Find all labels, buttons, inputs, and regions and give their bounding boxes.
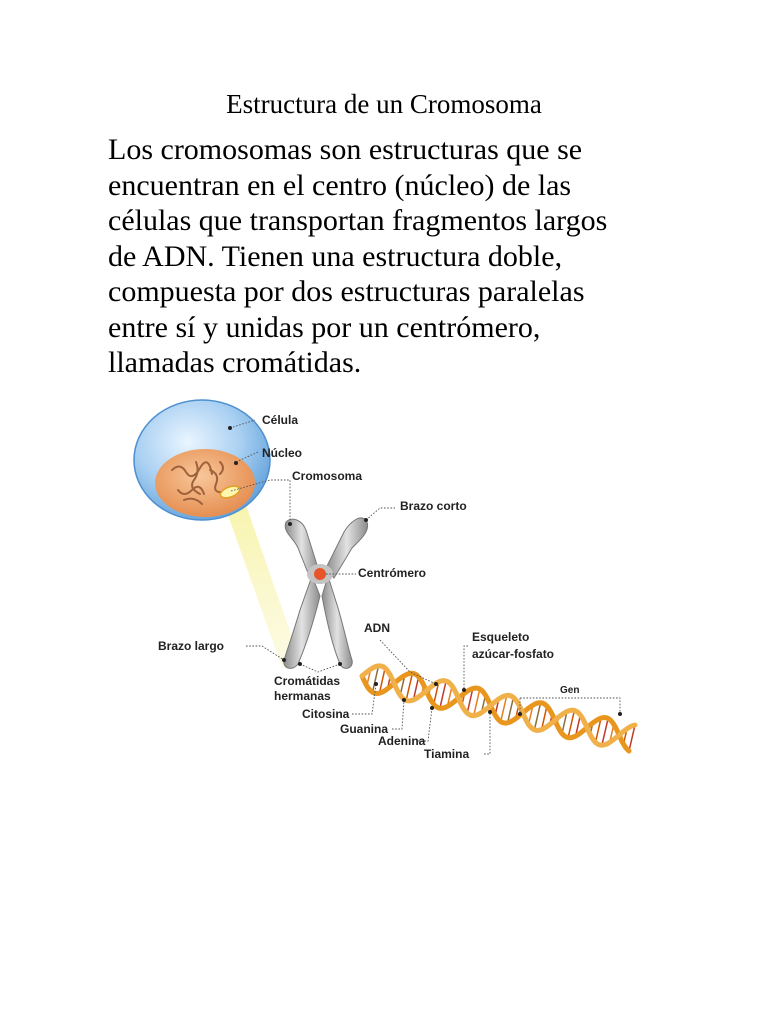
label-guanina: Guanina: [340, 722, 389, 736]
paragraph-line: de ADN. Tienen una estructura doble,: [108, 239, 563, 273]
base-pair: [440, 681, 446, 708]
label-nucleo: Núcleo: [262, 446, 303, 460]
nucleus-shape: [155, 449, 255, 517]
label-adenina: Adenina: [378, 734, 426, 748]
leader-lines: [228, 420, 622, 754]
base-pair: [406, 673, 412, 700]
label-cromosoma: Cromosoma: [292, 469, 363, 483]
base-pair: [534, 703, 540, 730]
label-citosina: Citosina: [302, 707, 350, 721]
label-azucar-fosfato: azúcar-fosfato: [472, 647, 555, 661]
chromosome-shape: [284, 518, 368, 668]
zoom-beam: [222, 488, 300, 668]
label-hermanas: hermanas: [274, 689, 331, 703]
paragraph-line: llamadas cromátidas.: [108, 346, 362, 379]
paragraph-line: compuesta por dos estructuras paralelas: [108, 275, 585, 308]
label-centromero: Centrómero: [358, 566, 427, 580]
paragraph-line: Los cromosomas son estructuras que se: [108, 133, 583, 166]
paragraph-line: encuentran en el centro (núcleo) de las: [108, 168, 572, 202]
centromere-shape: [314, 568, 326, 580]
label-celula: Célula: [262, 413, 299, 427]
label-gen: Gen: [560, 685, 580, 696]
paragraph-line: entre sí y unidas por un centrómero,: [108, 310, 541, 344]
paragraph-line: células que transportan fragmentos largos: [108, 204, 608, 237]
page-title: Estructura de un Cromosoma: [226, 89, 542, 119]
label-cromatidas: Cromátidas: [274, 674, 341, 688]
label-brazo-largo: Brazo largo: [158, 639, 225, 653]
base-pair: [568, 710, 574, 737]
label-brazo-corto: Brazo corto: [400, 499, 467, 513]
label-adn: ADN: [364, 621, 390, 635]
label-tiamina: Tiamina: [424, 747, 470, 761]
label-esqueleto: Esqueleto: [472, 630, 530, 644]
